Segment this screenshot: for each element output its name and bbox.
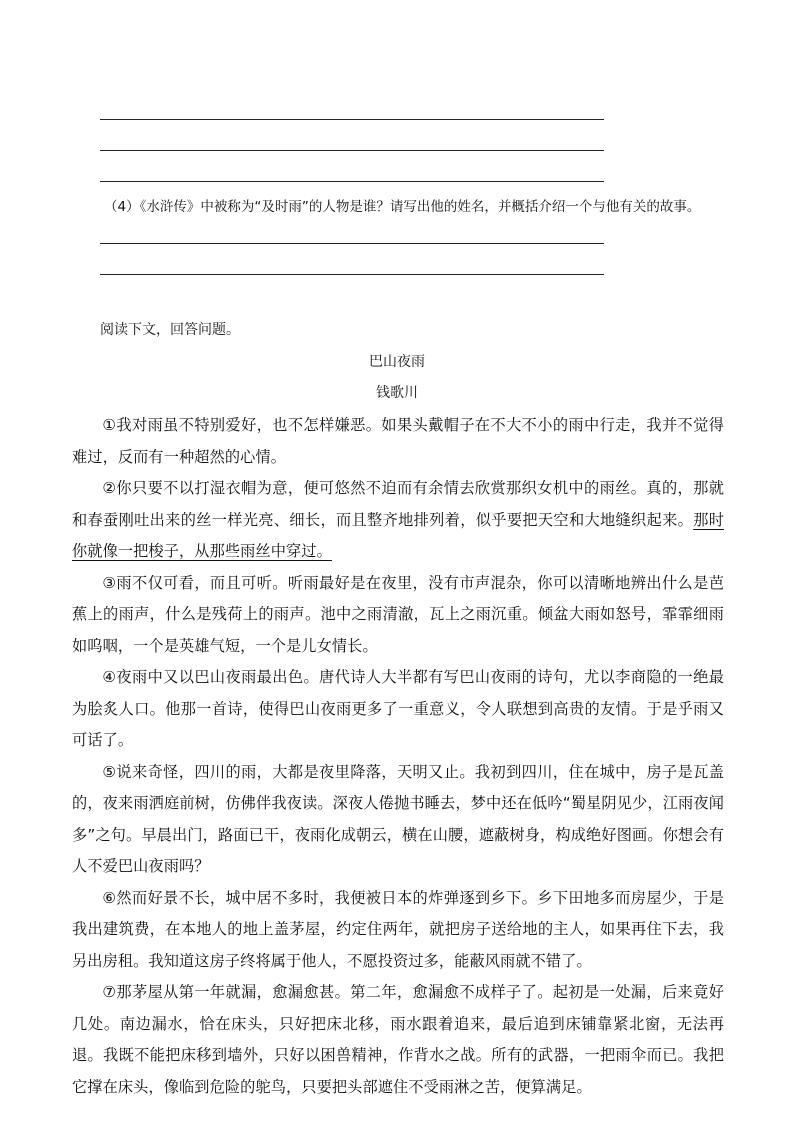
article-title: 巴山夜雨 — [369, 354, 425, 370]
answer-line[interactable] — [100, 243, 604, 244]
paragraph-1: ①我对雨虽不特别爱好，也不怎样嫌恶。如果头戴帽子在不大不小的雨中行走，我并不觉得难过，反而有一种超然的心情。 — [72, 416, 724, 466]
answer-line[interactable] — [100, 181, 604, 182]
paragraph-2: ②你只要不以打湿衣帽为意，便可悠然不迫而有余情去欣赏那织女机中的雨丝。真的，那就和春蚕刚吐出来的丝一样光亮、细长，而且整齐地排列着，似乎要把天空和大地缝织起来。那时你就像一把梭子，从那些雨丝中穿过。 — [72, 479, 725, 560]
question-4-text: （4）《水浒传》中被称为“及时雨”的人物是谁？请写出他的姓名，并概括介绍一个与他有关的故事。 — [104, 199, 701, 215]
paragraph-5: ⑤说来奇怪，四川的雨，大都是夜里降落，天明又止。我初到四川，住在城中，房子是瓦盖的，夜来雨洒庭前树，仿佛伴我夜读。深夜人倦抛书睡去，梦中还在低吟“蜀星阴见少，江雨夜闻多”之句。早晨出门，路面已干，夜雨化成朝云，横在山腰，遮蔽树身，构成绝好图画。你想会有人不爱巴山夜雨吗？ — [72, 762, 724, 875]
answer-line[interactable] — [100, 274, 604, 275]
article-body — [72, 410, 724, 1103]
paragraph-6: ⑥然而好景不长，城中居不多时，我便被日本的炸弹逐到乡下。乡下田地多而房屋少，于是我出建筑费，在本地人的地上盖茅屋，约定住两年，就把房子送给地的主人，如果再住下去，我另出房租。我知道这房子终将属于他人，不愿投资过多，能蔽风雨就不错了。 — [72, 888, 724, 970]
paragraph-7: ⑦那茅屋从第一年就漏，愈漏愈甚。第二年，愈漏愈不成样子了。起初是一处漏，后来竟好几处。南边漏水，恰在床头，只好把床北移，雨水跟着追来，最后追到床铺靠紧北窗，无法再退。我既不能把床移到墙外，只好以困兽精神，作背水之战。所有的武器，一把雨伞而已。我把它撑在床头，像临到危险的鸵鸟，只要把头部遮住不受雨淋之苦，便算满足。 — [72, 983, 724, 1096]
paragraph-3: ③雨不仅可看，而且可听。听雨最好是在夜里，没有市声混杂，你可以清晰地辨出什么是芭蕉上的雨声，什么是残荷上的雨声。池中之雨清澈，瓦上之雨沉重。倾盆大雨如怒号，霏霏细雨如呜咽，一个是英雄气短，一个是儿女情长。 — [72, 573, 724, 655]
underlined-sentence: 那时你就像一把梭子，从那些雨丝中穿过。 — [72, 510, 725, 560]
answer-line[interactable] — [100, 150, 604, 151]
answer-line[interactable] — [100, 119, 604, 120]
paragraph-4: ④夜雨中又以巴山夜雨最出色。唐代诗人大半都有写巴山夜雨的诗句，尤以李商隐的一绝最为脍炙人口。他那一首诗，使得巴山夜雨更多了一重意义，令人联想到高贵的友情。于是乎雨又可话了。 — [72, 668, 724, 749]
article-author: 钱歌川 — [376, 385, 418, 401]
reading-instruction: 阅读下文，回答问题。 — [100, 322, 240, 338]
